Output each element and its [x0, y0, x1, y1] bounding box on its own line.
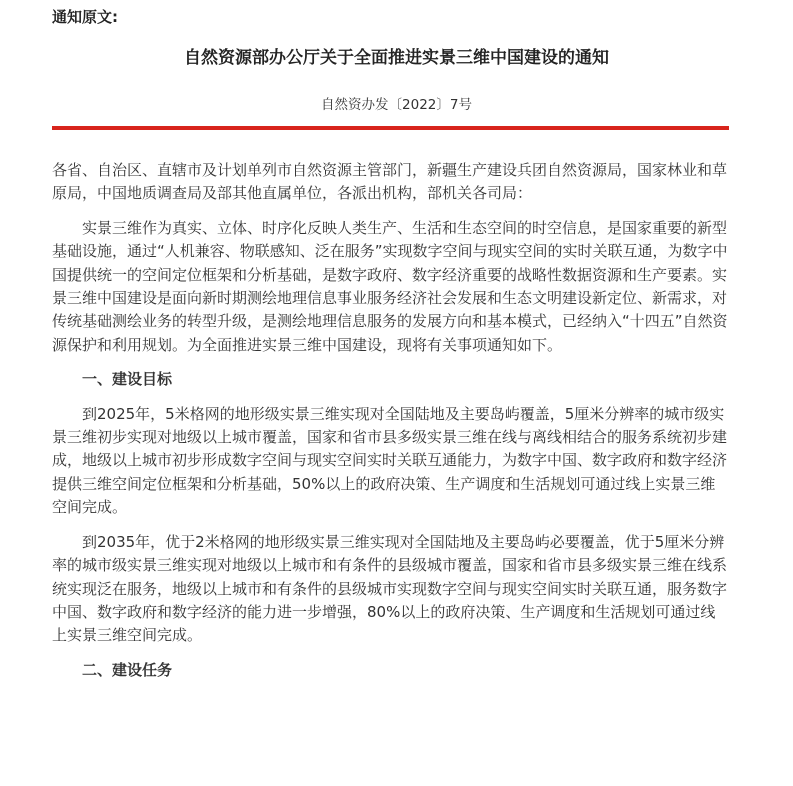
intro-paragraph: 实景三维作为真实、立体、时序化反映人类生产、生活和生态空间的时空信息，是国家重要的新型基础设施，通过“人机兼容、物联感知、泛在服务”实现数字空间与现实空间的实时关联互通，为数字中国提供统一的空间定位框架和分析基础，是数字政府、数字经济重要的战略性数据资源和生产要素。实景三维中国建设是面向新时期测绘地理信息事业服务经济社会发展和生态文明建设新定位、新需求，对传统基础测绘业务的转型升级，是测绘地理信息服务的发展方向和基本模式，已经纳入“十四五”自然资源保护和利用规划。为全面推进实景三维中国建设，现将有关事项通知如下。 [52, 218, 728, 354]
notice-original-label: 通知原文: [52, 8, 118, 26]
document-body [52, 159, 729, 693]
red-divider [52, 126, 729, 130]
goal-2025-paragraph: 到2025年，5米格网的地形级实景三维实现对全国陆地及主要岛屿覆盖，5厘米分辨率的城市级实景三维初步实现对地级以上城市覆盖，国家和省市县多级实景三维在线与离线相结合的服务系统初步建成，地级以上城市初步形成数字空间与现实空间实时关联互通能力，为数字中国、数字政府和数字经济提供三维空间定位框架和分析基础，50%以上的政府决策、生产调度和生活规划可通过线上实景三维空间完成。 [52, 404, 728, 517]
section-heading-tasks: 二、建设任务 [82, 660, 173, 679]
goal-2035-paragraph: 到2035年，优于2米格网的地形级实景三维实现对全国陆地及主要岛屿必要覆盖，优于5厘米分辨率的城市级实景三维实现对地级以上城市和有条件的县级城市覆盖，国家和省市县多级实景三维在线系统实现泛在服务，地级以上城市和有条件的县级城市实现数字空间与现实空间实时关联互通，服务数字中国、数字政府和数字经济的能力进一步增强，80%以上的政府决策、生产调度和生活规划可通过线上实景三维空间完成。 [52, 532, 728, 645]
section-heading-goals: 一、建设目标 [82, 370, 173, 389]
addressees-paragraph: 各省、自治区、直辖市及计划单列市自然资源主管部门，新疆生产建设兵团自然资源局，国家林业和草原局，中国地质调查局及部其他直属单位，各派出机构，部机关各司局： [52, 161, 728, 203]
document-title: 自然资源部办公厅关于全面推进实景三维中国建设的通知 [184, 48, 609, 68]
document-number: 自然资办发〔2022〕7号 [321, 97, 472, 113]
